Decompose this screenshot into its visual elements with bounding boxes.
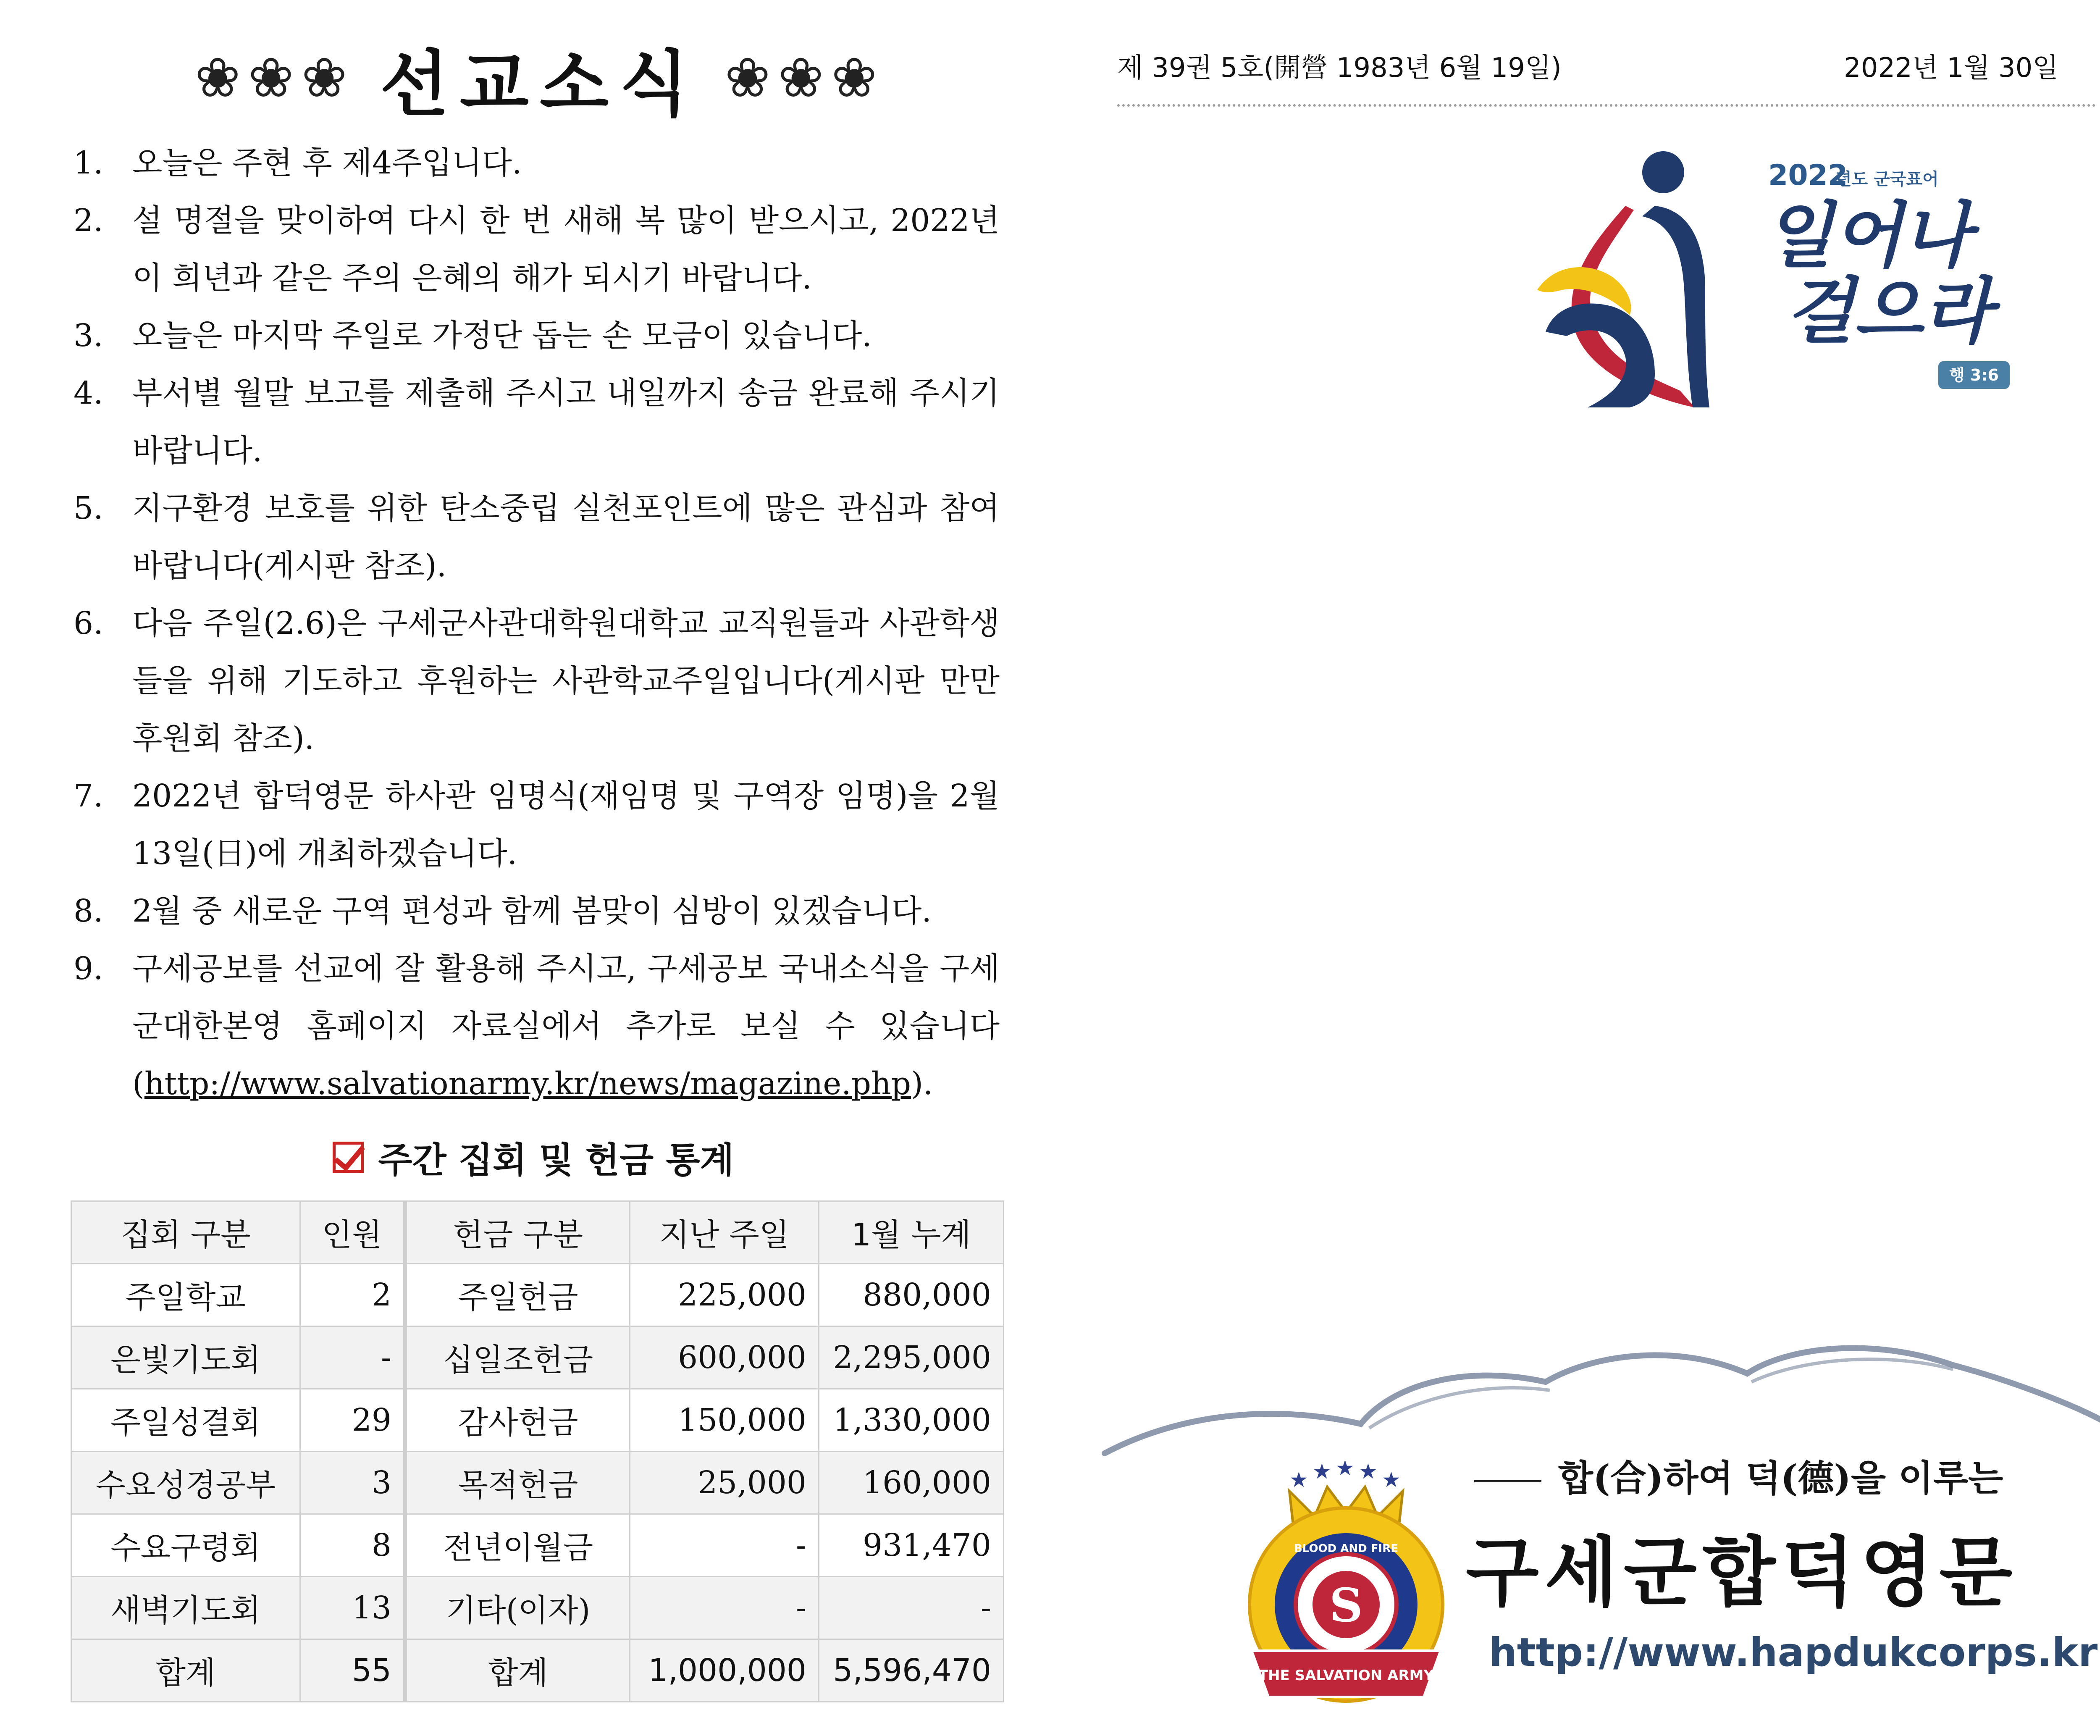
notice-item <box>67 480 1000 595</box>
table-cell: 150,000 <box>630 1389 819 1452</box>
table-row <box>71 1264 1004 1326</box>
table-row <box>71 1389 1004 1452</box>
slogan-dash <box>1474 1480 1541 1482</box>
table-cell: 2 <box>300 1264 405 1326</box>
table-cell: 931,470 <box>819 1514 1004 1577</box>
column-header: 1월 누계 <box>819 1201 1004 1264</box>
table-cell: 감사헌금 <box>405 1389 630 1452</box>
table-cell: - <box>819 1577 1004 1639</box>
table-cell: 880,000 <box>819 1264 1004 1326</box>
flower-ornament-left: ❀❀❀ <box>194 46 355 110</box>
total-cell: 합계 <box>71 1639 300 1702</box>
table-row <box>71 1452 1004 1514</box>
table-cell: 새벽기도회 <box>71 1577 300 1639</box>
table-cell: - <box>630 1514 819 1577</box>
table-cell: 주일헌금 <box>405 1264 630 1326</box>
notice-item <box>67 882 1000 940</box>
table-cell: 25,000 <box>630 1452 819 1514</box>
checkbox-checked-icon <box>333 1142 364 1173</box>
table-cell: 수요성경공부 <box>71 1452 300 1514</box>
notice-text: 오늘은 마지막 주일로 가정단 돕는 손 모금이 있습니다. <box>132 318 872 354</box>
notice-number: 4. <box>74 375 103 411</box>
notice-item <box>67 134 1000 192</box>
notice-number: 2. <box>74 202 103 239</box>
total-cell: 55 <box>300 1639 405 1702</box>
table-row <box>71 1326 1004 1389</box>
issue-date: 2022년 1월 30일 <box>1844 53 2059 84</box>
stats-heading <box>67 1126 1000 1189</box>
header-divider <box>1117 104 2096 107</box>
stats-heading-label: 주간 집회 및 헌금 통계 <box>378 1139 734 1181</box>
notice-text: 부서별 월말 보고를 제출해 주시고 내일까지 송금 완료해 주시기 바랍니다. <box>132 375 1000 469</box>
motto-year-suffix: 년도 군국표어 <box>1835 170 1939 189</box>
notice-text: 오늘은 주현 후 제4주입니다. <box>132 145 522 181</box>
table-total-row <box>71 1639 1004 1702</box>
mountain-brush-stroke-light <box>1751 1359 1953 1382</box>
table-cell: 29 <box>300 1389 405 1452</box>
svg-text:★: ★ <box>1289 1468 1308 1492</box>
table-cell: 3 <box>300 1452 405 1514</box>
notice-number: 3. <box>74 318 103 354</box>
table-cell: 목적헌금 <box>405 1452 630 1514</box>
page-title: 선교소식 <box>380 42 700 126</box>
table-cell: 기타(이자) <box>405 1577 630 1639</box>
notice-text: 설 명절을 맞이하여 다시 한 번 새해 복 많이 받으시고, 2022년이 희년과 같은 주의 은혜의 해가 되시기 바랍니다. <box>132 202 1000 296</box>
svg-text:BLOOD AND FIRE: BLOOD AND FIRE <box>1294 1542 1399 1555</box>
notice-text: 지구환경 보호를 위한 탄소중립 실천포인트에 많은 관심과 참여 바랍니다(게시판 참조). <box>132 490 1000 584</box>
total-cell: 5,596,470 <box>819 1639 1004 1702</box>
column-header: 인원 <box>300 1201 405 1264</box>
corps-url-link[interactable]: http://www.hapdukcorps.kr <box>1489 1630 2098 1676</box>
notice-number: 6. <box>74 605 103 641</box>
table-cell: - <box>630 1577 819 1639</box>
stats-table <box>71 1200 1004 1702</box>
notice-number: 5. <box>74 490 103 526</box>
svg-text:THE SALVATION ARMY: THE SALVATION ARMY <box>1258 1667 1434 1684</box>
notice-list <box>67 134 1000 1113</box>
table-cell: 13 <box>300 1577 405 1639</box>
corps-name: 구세군합덕영문 <box>1466 1529 2019 1617</box>
salvation-army-crest-icon <box>1250 1456 1443 1701</box>
table-row <box>71 1577 1004 1639</box>
issue-info: 제 39권 5호(開營 1983년 6월 19일) <box>1117 53 1562 84</box>
table-cell: 주일학교 <box>71 1264 300 1326</box>
notice-item <box>67 767 1000 882</box>
slogan-text: 합(合)하여 덕(德)을 이루는 <box>1558 1457 2003 1500</box>
notice-text: 구세공보를 선교에 잘 활용해 주시고, 구세공보 국내소식을 구세군대한본영 홈페이지 자료실에서 추가로 보실 수 있습니다( <box>132 951 1000 1102</box>
table-cell: 160,000 <box>819 1452 1004 1514</box>
svg-text:★: ★ <box>1359 1459 1378 1484</box>
notice-text: 다음 주일(2.6)은 구세군사관대학원대학교 교직원들과 사관학생들을 위해 기도하고 후원하는 사관학교주일입니다(게시판 만만후원회 참조). <box>132 605 1000 756</box>
notice-item <box>67 595 1000 767</box>
notice-number: 7. <box>74 778 103 814</box>
notice-text: 2월 중 새로운 구역 편성과 함께 봄맞이 심방이 있겠습니다. <box>132 893 932 929</box>
table-row <box>71 1514 1004 1577</box>
notice-item <box>67 365 1000 480</box>
motto-line1: 일어나 <box>1764 194 1971 278</box>
figure-head-icon <box>1642 151 1684 193</box>
notice-item <box>67 940 1000 1113</box>
notice-item <box>67 307 1000 365</box>
notice-number: 9. <box>74 951 103 987</box>
motto-logo <box>1529 139 2075 424</box>
total-cell: 1,000,000 <box>630 1639 819 1702</box>
svg-text:★: ★ <box>1382 1468 1401 1492</box>
column-header: 지난 주일 <box>630 1201 819 1264</box>
flower-ornament-right: ❀❀❀ <box>724 46 885 110</box>
notice-text: 2022년 합덕영문 하사관 임명식(재임명 및 구역장 임명)을 2월 13일(日)에 개최하겠습니다. <box>132 778 1000 872</box>
table-cell: 주일성결회 <box>71 1389 300 1452</box>
motto-line2: 걸으라 <box>1785 270 1992 353</box>
svg-text:★: ★ <box>1336 1456 1354 1480</box>
notice-number: 1. <box>74 145 103 181</box>
table-cell: 600,000 <box>630 1326 819 1389</box>
mountain-brush-stroke <box>1105 1348 2100 1453</box>
verse-text: 행 3:6 <box>1949 366 1999 384</box>
column-header: 집회 구분 <box>71 1201 300 1264</box>
corps-slogan <box>1474 1449 2003 1501</box>
total-cell: 합계 <box>405 1639 630 1702</box>
notice-text-end: ). <box>911 1066 933 1102</box>
table-cell: 십일조헌금 <box>405 1326 630 1389</box>
notice-item <box>67 192 1000 307</box>
table-cell: 수요구령회 <box>71 1514 300 1577</box>
table-cell: 전년이월금 <box>405 1514 630 1577</box>
table-cell: 은빛기도회 <box>71 1326 300 1389</box>
table-cell: 1,330,000 <box>819 1389 1004 1452</box>
notice-number: 8. <box>74 893 103 929</box>
table-header-row <box>71 1201 1004 1264</box>
section-title <box>67 29 1012 126</box>
column-header: 헌금 구분 <box>405 1201 630 1264</box>
table-cell: - <box>300 1326 405 1389</box>
svg-text:S: S <box>1329 1578 1363 1632</box>
table-cell: 2,295,000 <box>819 1326 1004 1389</box>
magazine-link[interactable]: http://www.salvationarmy.kr/news/magazine.php <box>144 1066 911 1102</box>
svg-text:★: ★ <box>1312 1459 1331 1484</box>
table-cell: 225,000 <box>630 1264 819 1326</box>
motto-year: 2022 <box>1768 159 1848 192</box>
table-cell: 8 <box>300 1514 405 1577</box>
